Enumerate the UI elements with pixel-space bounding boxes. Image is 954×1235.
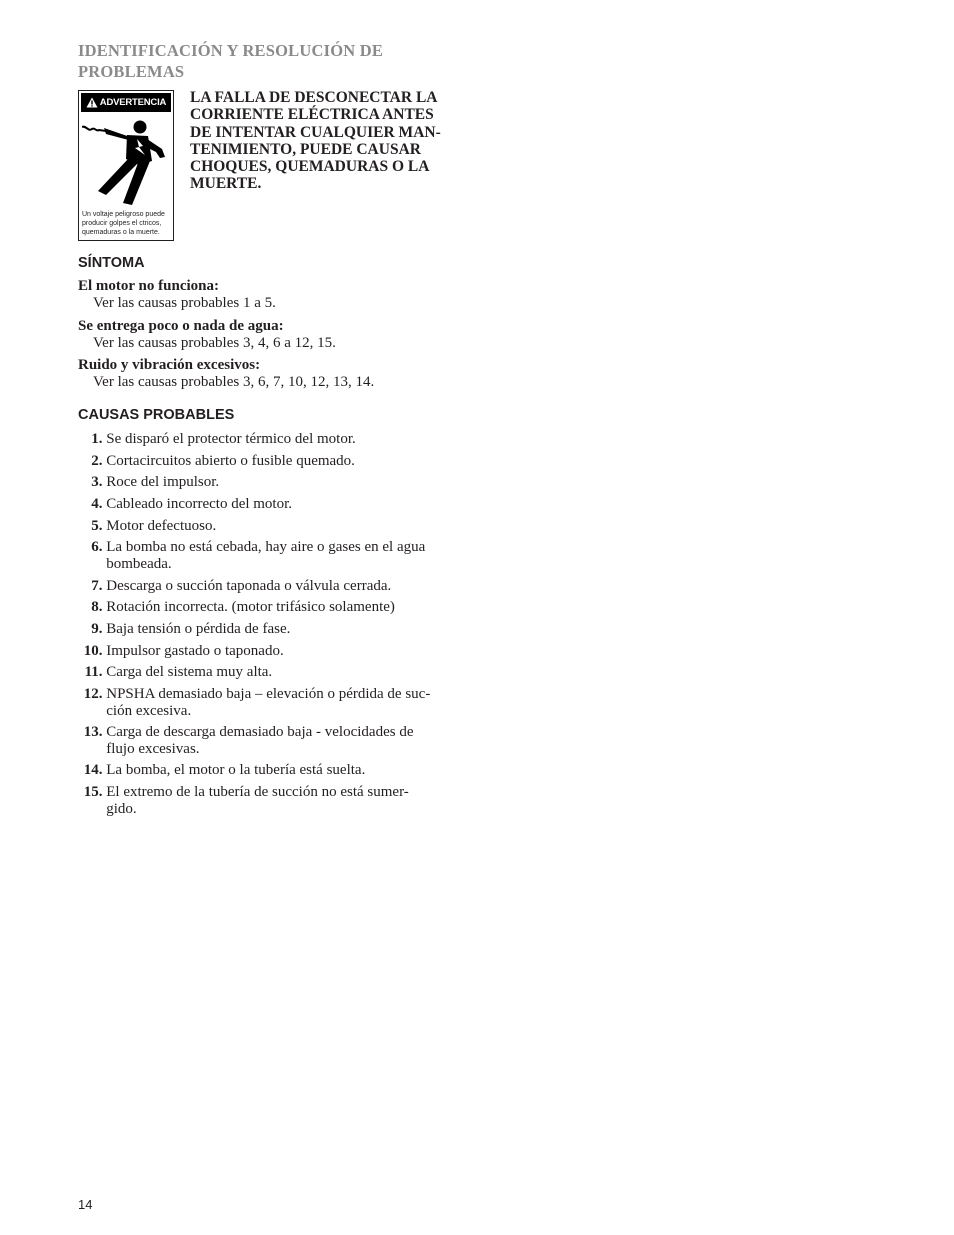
cause-number: 6. (91, 539, 103, 556)
cause-text-line: Cortacircuitos abierto o fusible quemado. (106, 452, 355, 469)
cause-number: 10. (83, 642, 103, 659)
cause-text-line: Se disparó el protector térmico del motor. (106, 431, 356, 447)
cause-item (78, 686, 468, 719)
cause-item (78, 621, 468, 638)
electric-shock-hazard-icon (82, 115, 170, 207)
symptom-heading: SÍNTOMA (78, 255, 145, 271)
warning-message-line: LA FALLA DE DESCONECTAR LA (190, 89, 438, 106)
cause-text-line: ción excesiva. (106, 702, 192, 719)
cause-text (106, 664, 466, 681)
page-title-line-2: PROBLEMAS (78, 62, 185, 81)
cause-text (106, 621, 466, 638)
warning-message-line: CHOQUES, QUEMADURAS O LA (190, 158, 430, 176)
cause-text (106, 599, 466, 616)
cause-text (106, 474, 466, 491)
cause-text (106, 539, 466, 572)
cause-text-line: Rotación incorrecta. (motor trifásico solamente) (106, 599, 395, 616)
cause-text-line: gido. (106, 800, 137, 817)
page-title (78, 40, 438, 82)
cause-text (106, 686, 466, 719)
warning-message (190, 89, 460, 193)
cause-item (78, 496, 468, 513)
cause-number: 13. (83, 724, 103, 741)
cause-item (78, 643, 468, 660)
cause-text-line: Cableado incorrecto del motor. (106, 496, 293, 513)
cause-text-line: Impulsor gastado o taponado. (106, 642, 284, 659)
symptom-item (78, 278, 478, 312)
cause-number: 8. (91, 599, 103, 616)
cause-number: 2. (91, 452, 103, 469)
warning-message-line: CORRIENTE ELÉCTRICA ANTES (190, 106, 434, 124)
cause-number: 11. (84, 664, 103, 681)
cause-item (78, 539, 468, 572)
cause-number: 5. (91, 517, 103, 534)
warning-message-line: MUERTE. (190, 175, 262, 193)
cause-text-line: Baja tensión o pérdida de fase. (106, 621, 291, 637)
warning-sign (78, 90, 174, 241)
cause-text (106, 496, 466, 513)
cause-item (78, 518, 468, 535)
warning-sign-caption: Un voltaje peligroso puede producir golpes el ctricos, quemaduras o la muerte. (82, 211, 165, 236)
cause-text-line: NPSHA demasiado baja – elevación o pérdida de suc- (106, 686, 431, 703)
cause-item (78, 453, 468, 470)
cause-item (78, 762, 468, 779)
cause-text-line: La bomba no está cebada, hay aire o gases en el agua (106, 539, 426, 556)
cause-text (106, 518, 466, 535)
cause-item (78, 784, 468, 817)
warning-message-line: TENIMIENTO, PUEDE CAUSAR (190, 140, 421, 158)
symptom-label: Ruido y vibración excesivos: (78, 357, 261, 373)
page-title-line-1: IDENTIFICACIÓN Y RESOLUCIÓN DE (78, 41, 384, 60)
warning-sign-header (81, 93, 171, 112)
warning-message-line: DE INTENTAR CUALQUIER MAN- (190, 123, 441, 141)
cause-text (106, 762, 466, 779)
cause-item (78, 474, 468, 491)
cause-item (78, 664, 468, 681)
cause-text-line: bombeada. (106, 555, 172, 572)
symptom-description: Ver las causas probables 1 a 5. (93, 295, 276, 311)
cause-text-line: Roce del impulsor. (106, 474, 220, 491)
cause-item (78, 599, 468, 616)
cause-number: 15. (83, 784, 103, 801)
symptom-label: El motor no funciona: (78, 278, 219, 294)
cause-number: 12. (83, 686, 103, 703)
cause-number: 9. (91, 621, 103, 637)
warning-triangle-icon (86, 97, 98, 108)
cause-number: 3. (91, 474, 103, 491)
cause-number: 4. (91, 496, 103, 513)
symptom-description: Ver las causas probables 3, 4, 6 a 12, 15. (93, 334, 336, 351)
symptom-label: Se entrega poco o nada de agua: (78, 317, 284, 334)
cause-text-line: Carga del sistema muy alta. (106, 664, 273, 681)
symptom-description: Ver las causas probables 3, 6, 7, 10, 12, 13, 14. (93, 374, 375, 390)
cause-number: 14. (83, 762, 103, 779)
page-number: 14 (78, 1197, 93, 1212)
cause-text (106, 578, 466, 595)
cause-item (78, 724, 468, 757)
cause-text-line: Carga de descarga demasiado baja - velocidades de (106, 724, 414, 741)
cause-text-line: Descarga o succión taponada o válvula cerrada. (106, 577, 392, 594)
cause-number: 7. (91, 577, 103, 594)
cause-text-line: El extremo de la tubería de succión no está sumer- (106, 784, 409, 801)
symptom-item (78, 318, 478, 352)
causes-list (78, 431, 468, 822)
cause-item (78, 578, 468, 595)
cause-text (106, 784, 466, 817)
symptom-list (78, 278, 478, 397)
warning-sign-label: ADVERTENCIA (99, 97, 167, 108)
causes-heading: CAUSAS PROBABLES (78, 407, 235, 423)
cause-text (106, 431, 466, 448)
cause-text (106, 724, 466, 757)
symptom-item (78, 357, 478, 391)
cause-text-line: flujo excesivas. (106, 740, 200, 757)
cause-text-line: Motor defectuoso. (106, 517, 217, 534)
cause-number: 1. (91, 431, 103, 447)
cause-text-line: La bomba, el motor o la tubería está suelta. (106, 762, 366, 779)
cause-text (106, 453, 466, 470)
cause-text (106, 643, 466, 660)
cause-item (78, 431, 468, 448)
